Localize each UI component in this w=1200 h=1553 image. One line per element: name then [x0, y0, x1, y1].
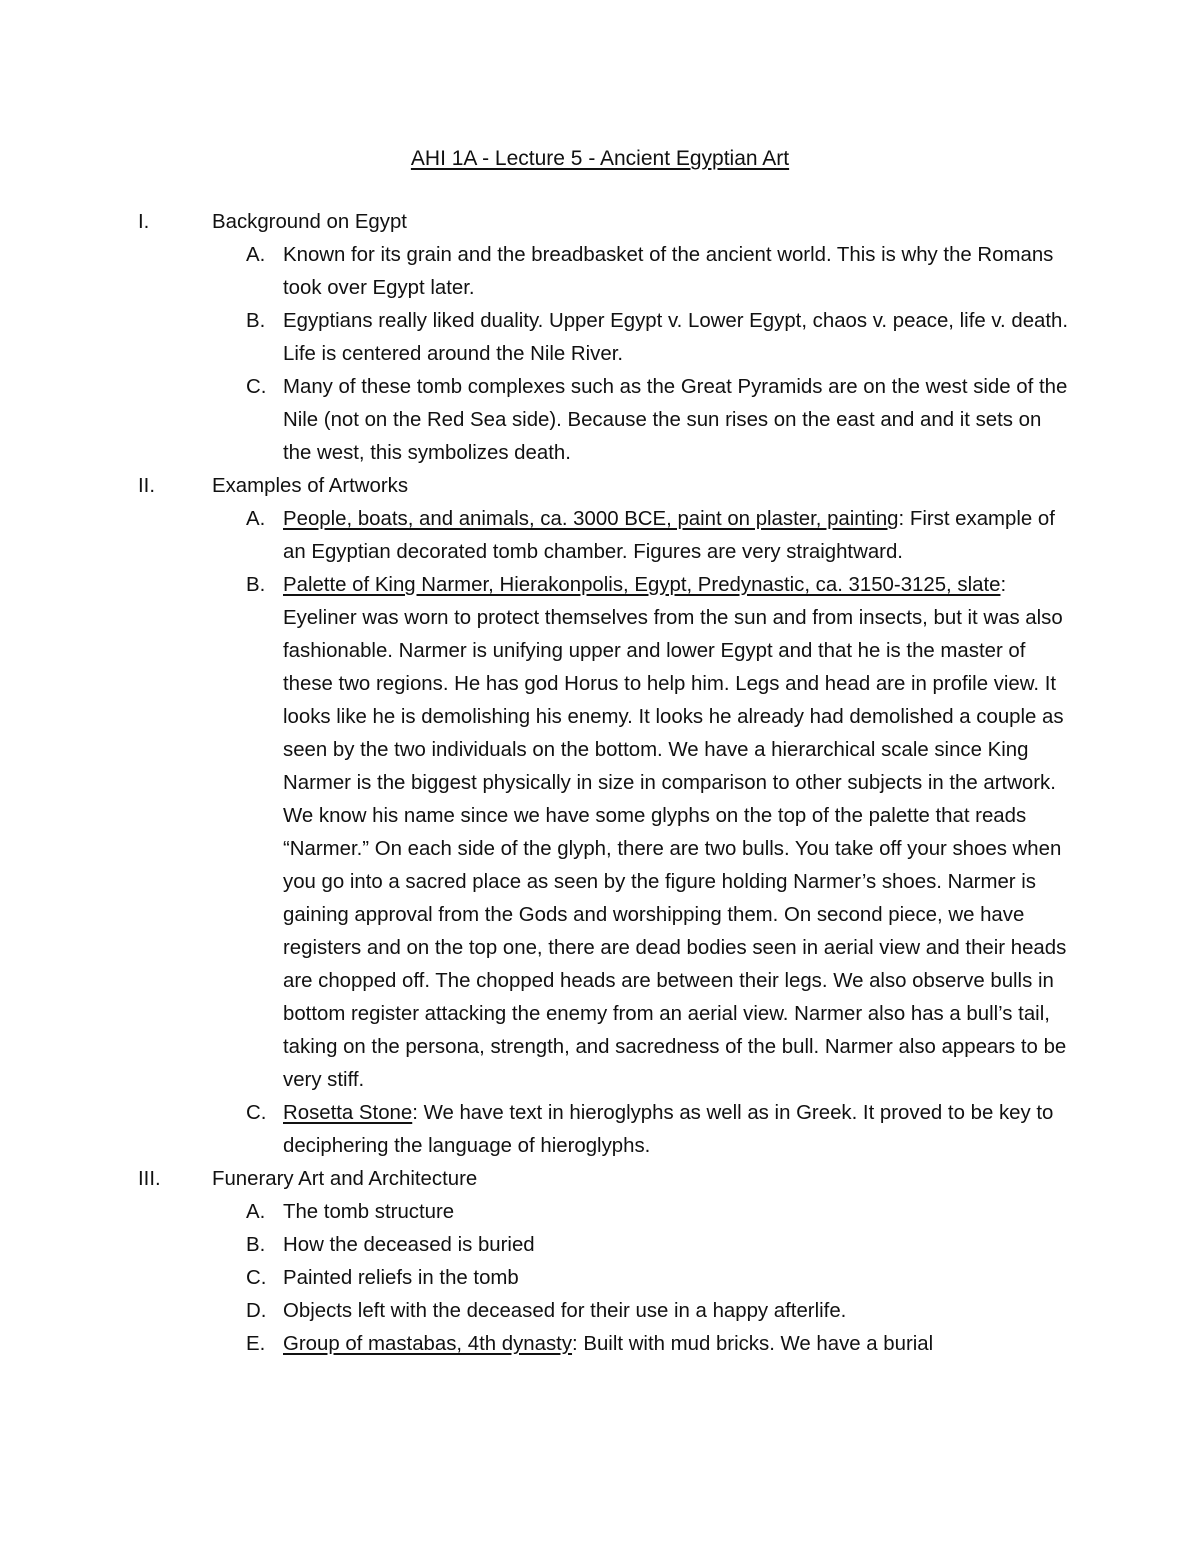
artwork-citation: People, boats, and animals, ca. 3000 BCE, paint on plaster, painting	[283, 508, 899, 530]
section-heading-text: Funerary Art and Architecture	[212, 1168, 478, 1190]
section-heading-text: Examples of Artworks	[212, 475, 409, 497]
item-text: Egyptians really liked duality. Upper Egypt v. Lower Egypt, chaos v. peace, life v. death. Life is centered around the Nile River.	[283, 310, 1069, 365]
item-letter: A.	[246, 508, 266, 530]
outline-item	[0, 1262, 1073, 1295]
section-numeral: III.	[138, 1168, 161, 1190]
item-letter: A.	[246, 1201, 266, 1223]
section-numeral: I.	[138, 211, 150, 233]
section-heading-text: Background on Egypt	[212, 211, 407, 233]
artwork-citation: Rosetta Stone	[283, 1102, 413, 1124]
item-letter: B.	[246, 310, 266, 332]
artwork-citation: Group of mastabas, 4th dynasty	[283, 1333, 573, 1355]
outline-item	[0, 371, 1073, 470]
item-letter: D.	[246, 1300, 267, 1322]
outline-item	[0, 239, 1073, 305]
section-numeral: II.	[138, 475, 155, 497]
artwork-citation: Palette of King Narmer, Hierakonpolis, Egypt, Predynastic, ca. 3150-3125, slate	[283, 574, 1001, 596]
item-letter: C.	[246, 376, 267, 398]
item-text: : First example of an Egyptian decorated tomb chamber. Figures are very straightward.	[283, 508, 1055, 563]
item-text: : Eyeliner was worn to protect themselves from the sun and from insects, but it was also fashionable. Narmer is unifying upper and lower Egypt and that he is the master of these two regions. He has god Horus to help him. Legs and head are in profile view. It looks like he is demolishing his enemy. It looks he already had demolished a couple as seen by the two individuals on the bottom. We have a hierarchical scale since King Narmer is the biggest physically in size in comparison to other subjects in the artwork. We know his name since we have some glyphs on the top of the palette that reads “Narmer.” On each side of the glyph, there are two bulls. You take off your shoes when you go into a sacred place as seen by the figure holding Narmer’s shoes. Narmer is gaining approval from the Gods and worshipping them. On second piece, we have registers and on the top one, there are dead bodies seen in aerial view and their heads are chopped off. The chopped heads are between their legs. We also observe bulls in bottom register attacking the enemy from an aerial view. Narmer also has a bull’s tail, taking on the persona, strength, and sacredness of the bull. Narmer also appears to be very stiff.	[283, 574, 1067, 1091]
outline-item	[0, 1097, 1073, 1163]
item-letter: C.	[246, 1267, 267, 1289]
outline-item	[0, 1328, 1073, 1361]
outline-item	[0, 1295, 1073, 1328]
lecture-outline	[0, 206, 1200, 1361]
item-text: How the deceased is buried	[283, 1234, 535, 1256]
item-text: Painted reliefs in the tomb	[283, 1267, 519, 1289]
section-heading	[0, 206, 1200, 239]
item-letter: B.	[246, 574, 266, 596]
section-heading	[0, 470, 1200, 503]
item-letter: E.	[246, 1333, 266, 1355]
item-letter: C.	[246, 1102, 267, 1124]
item-text: : We have text in hieroglyphs as well as in Greek. It proved to be key to deciphering the language of hieroglyphs.	[283, 1102, 1054, 1157]
item-text: Known for its grain and the breadbasket of the ancient world. This is why the Romans took over Egypt later.	[283, 244, 1054, 299]
page-title: AHI 1A - Lecture 5 - Ancient Egyptian Art	[410, 147, 790, 170]
section-heading	[0, 1163, 1200, 1196]
item-text: The tomb structure	[283, 1201, 455, 1223]
outline-item	[0, 1229, 1073, 1262]
item-text: : Built with mud bricks. We have a burial	[572, 1333, 934, 1355]
outline-item	[0, 305, 1073, 371]
outline-item	[0, 569, 1073, 1097]
item-letter: B.	[246, 1234, 266, 1256]
item-text: Many of these tomb complexes such as the Great Pyramids are on the west side of the Nile (not on the Red Sea side). Because the sun rises on the east and and it sets on the west, this symbolizes death.	[283, 376, 1068, 464]
item-text: Objects left with the deceased for their use in a happy afterlife.	[283, 1300, 847, 1322]
outline-item	[0, 503, 1073, 569]
item-letter: A.	[246, 244, 266, 266]
outline-item	[0, 1196, 1073, 1229]
